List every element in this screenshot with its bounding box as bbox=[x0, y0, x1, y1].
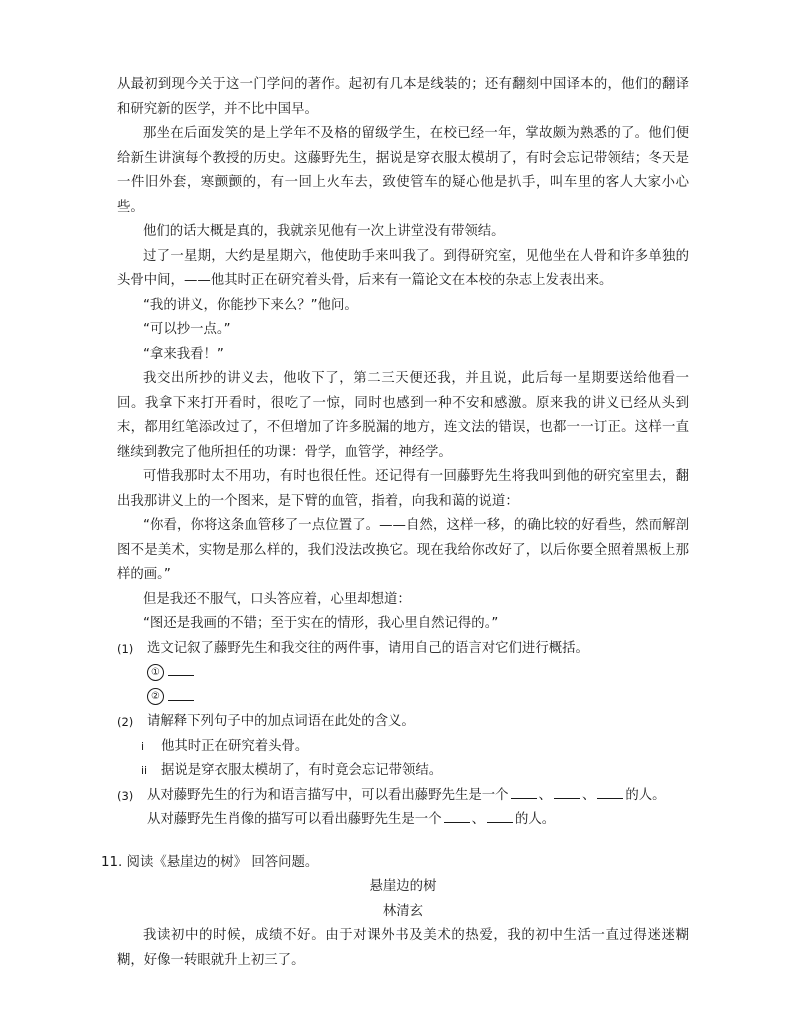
question-number: (1) bbox=[117, 641, 134, 656]
passage-paragraph: 过了一星期，大约是星期六，他使助手来叫我了。到得研究室，见他坐在人骨和许多单独的头骨中间，——他其时正在研究着头骨，后来有一篇论文在本校的杂志上发表出来。 bbox=[117, 248, 689, 288]
sub-question bbox=[117, 735, 689, 760]
passage-paragraph: “图还是我画的不错；至于实在的情形，我心里自然记得的。” bbox=[143, 616, 499, 631]
passage-paragraph: 从最初到现今关于这一门学问的著作。起初有几本是线装的；还有翻刻中国译本的，他们的翻译和研究新的医学，并不比中国早。 bbox=[117, 77, 689, 117]
sub-question bbox=[117, 759, 689, 784]
sub-question-text: 他其时正在研究着头骨。 bbox=[161, 738, 309, 754]
answer-line bbox=[117, 686, 689, 711]
answer-blank[interactable] bbox=[597, 784, 623, 799]
answer-blank[interactable] bbox=[487, 808, 513, 823]
passage-paragraph: 可惜我那时太不用功，有时也很任性。还记得有一回藤野先生将我叫到他的研究室里去，翻出我那讲义上的一个图来，是下臂的血管，指着，向我和蔼的说道： bbox=[117, 469, 689, 509]
passage-paragraph: 那坐在后面发笑的是上学年不及格的留级学生，在校已经一年，掌故颇为熟悉的了。他们便给新生讲演每个教授的历史。这藤野先生，据说是穿衣服太模胡了，有时会忘记带领结；冬天是一件旧外套，寒颤颤的，有一回上火车去，致使管车的疑心他是扒手，叫车里的客人大家小心些。 bbox=[117, 126, 689, 215]
article-author: 林清玄 bbox=[382, 903, 424, 919]
circled-number: ② bbox=[147, 688, 164, 705]
question-1 bbox=[117, 637, 689, 662]
sub-question-text: 据说是穿衣服太模胡了，有时竟会忘记带领结。 bbox=[161, 763, 443, 778]
roman-numeral: i bbox=[141, 739, 145, 753]
answer-blank[interactable] bbox=[168, 661, 194, 676]
section-heading: 11. 阅读《悬崖边的树》 回答问题。 bbox=[101, 854, 319, 870]
passage-paragraph: 但是我还不服气，口头答应着，心里却想道： bbox=[143, 591, 411, 607]
answer-blank[interactable] bbox=[444, 808, 470, 823]
passage-paragraph: 我交出所抄的讲义去，他收下了，第二三天便还我，并且说，此后每一星期要送给他看一回。我拿下来打开看时，很吃了一惊，同时也感到一种不安和感激。原来我的讲义已经从头到末，都用红笔添改过了，不但增加了许多脱漏的地方，连文法的错误，也都一一订正。这样一直继续到教完了他所担任的功课：骨学，血管学，神经学。 bbox=[117, 371, 689, 460]
answer-line bbox=[117, 661, 689, 686]
article-title: 悬崖边的树 bbox=[369, 879, 437, 894]
article-paragraph: 我读初中的时候，成绩不好。由于对课外书及美术的热爱，我的初中生活一直过得迷迷糊糊，好像一转眼就升上初三了。 bbox=[117, 928, 689, 968]
document-body bbox=[101, 73, 689, 973]
passage-paragraph: “拿来我看！” bbox=[143, 346, 224, 362]
question-text: 请解释下列句子中的加点词语在此处的含义。 bbox=[147, 714, 415, 729]
question-2 bbox=[117, 710, 689, 735]
circled-number: ① bbox=[147, 664, 164, 681]
answer-blank[interactable] bbox=[511, 784, 537, 799]
question-3 bbox=[117, 784, 689, 809]
spacer bbox=[117, 833, 689, 851]
passage-paragraph: “我的讲义，你能抄下来么？”他问。 bbox=[143, 297, 358, 313]
roman-numeral: ii bbox=[141, 764, 148, 777]
passage-paragraph: “你看，你将这条血管移了一点位置了。——自然，这样一移，的确比较的好看些，然而解剖图不是美术，实物是那么样的，我们没法改换它。现在我给你改好了，以后你要全照着黑板上那样的画。” bbox=[117, 518, 689, 582]
question-text: 选文记叙了藤野先生和我交往的两件事，请用自己的语言对它们进行概括。 bbox=[147, 640, 589, 656]
question-number: (3) bbox=[117, 788, 134, 803]
passage-paragraph: 他们的话大概是真的，我就亲见他有一次上讲堂没有带领结。 bbox=[143, 224, 505, 239]
passage-paragraph: “可以抄一点。” bbox=[143, 322, 231, 337]
question-3-line-2: 从对藤野先生肖像的描写可以看出藤野先生是一个 、 的人。 bbox=[117, 808, 689, 833]
question-text: 从对藤野先生的行为和语言描写中，可以看出藤野先生是一个 、 、 的人。 bbox=[147, 784, 689, 809]
question-number: (2) bbox=[117, 715, 134, 729]
answer-blank[interactable] bbox=[168, 686, 194, 701]
answer-blank[interactable] bbox=[554, 784, 580, 799]
